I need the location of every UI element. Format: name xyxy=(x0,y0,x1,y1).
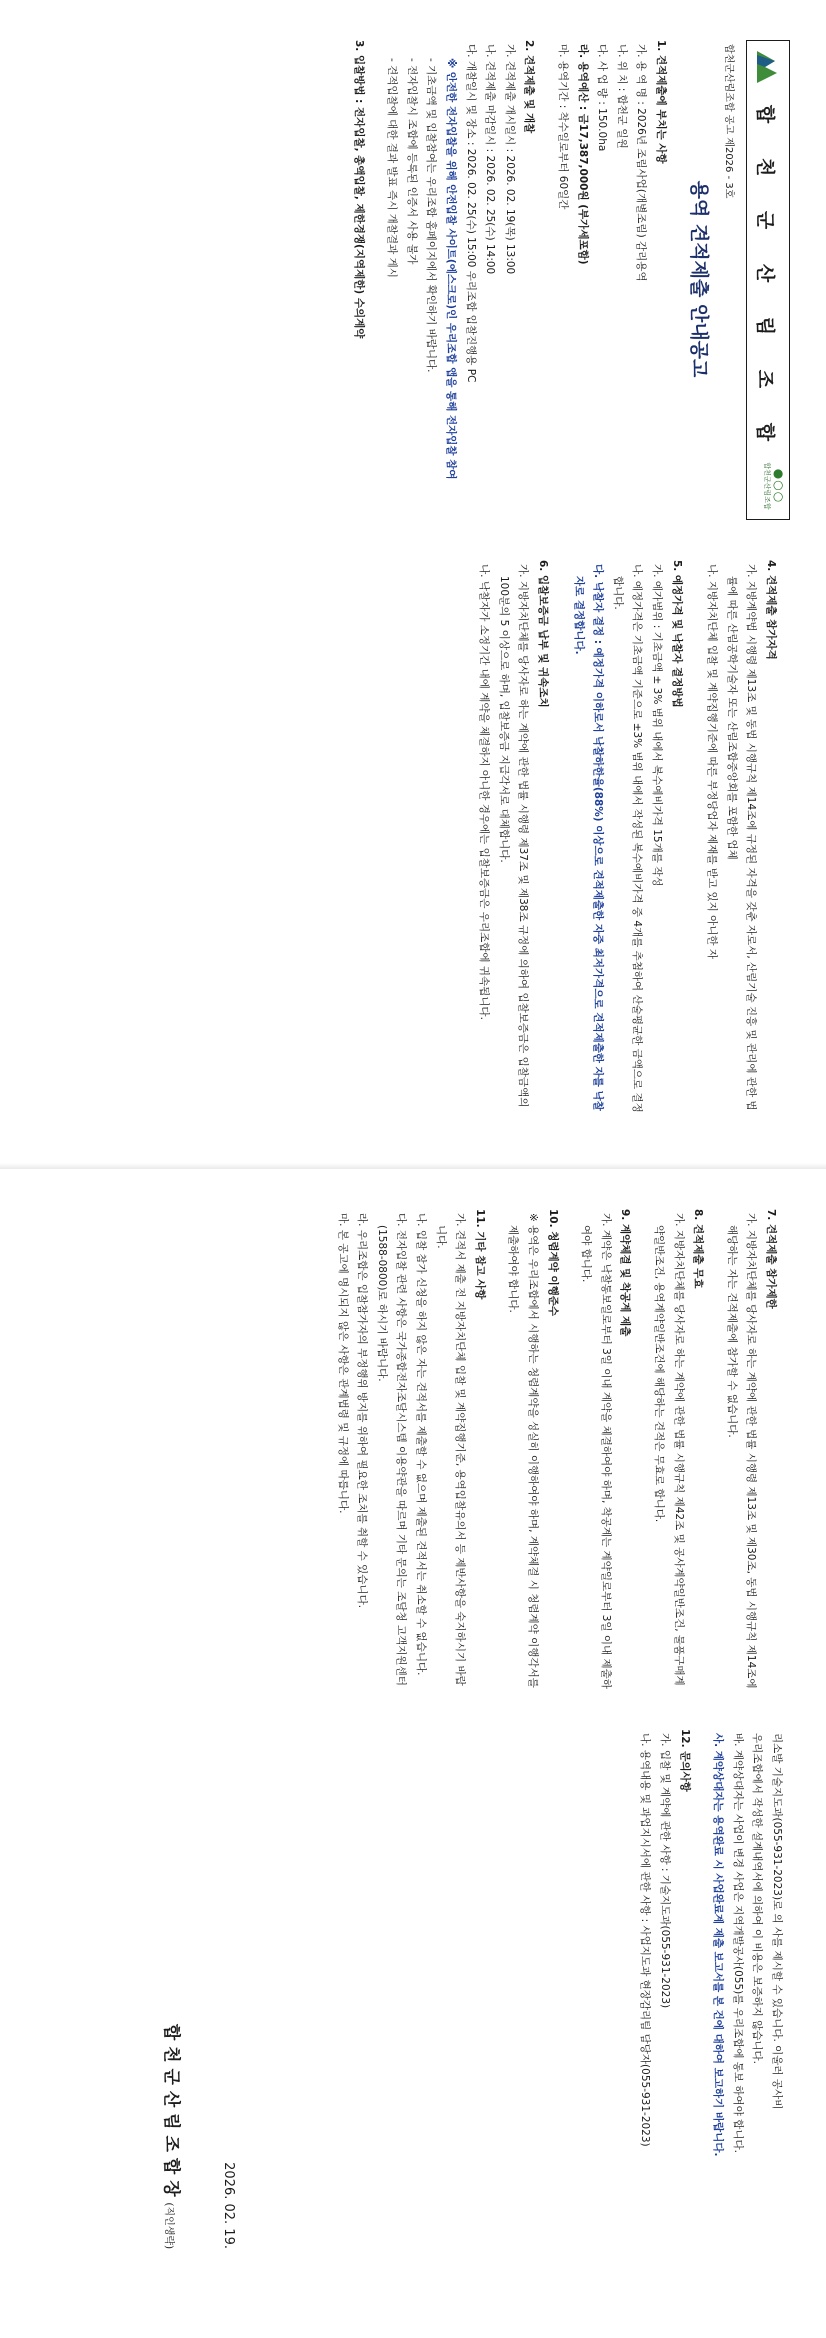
section-2-heading: 2. 견적제출 및 개찰 xyxy=(523,40,536,134)
s2-note: - 기초금액 및 입찰참여는 우리조합 홈페이지에서 확인하기 바랍니다. xyxy=(425,58,438,373)
section-7-heading: 7. 견적제출 참가제한 xyxy=(765,1209,777,1309)
seal-text: 합천군산림조합 xyxy=(763,462,771,510)
s1-item: 마. 용역기간 : 착수일로부터 60일간 xyxy=(557,44,570,210)
s2-item: 다. 개찰일시 및 장소 : 2026. 02. 25(수) 15:00 우리조합 입찰진행용 PC xyxy=(464,44,477,383)
seal-dots-icon: ●○○ xyxy=(772,468,786,504)
section-8-heading: 8. 견적제출 무효 xyxy=(692,1209,705,1289)
s2-item: 가. 견적제출 개시일시 : 2026. 02. 19(목) 13:00 xyxy=(503,44,516,275)
s1-item: 다. 사 업 량 : 150.0ha xyxy=(596,44,609,152)
s12-item: 가. 입찰 및 계약에 관한 사항 : 기술지도과(055-931-2023) xyxy=(659,1733,672,2009)
s1-item: 가. 용 역 명 : 2026년 조림사업(개별조림) 감리용역 xyxy=(635,44,648,282)
right-column xyxy=(635,1729,786,2289)
s5-item: 가. 예가범위 : 기초금액 ± 3% 범위 내에서 복수예비가격 15개를 작성 xyxy=(651,564,664,887)
s12-item: 나. 용역내용 및 과업지시서에 관한 사항 : 사업지도과 현장감리팀 담당자(055-931-2023) xyxy=(639,1733,652,2147)
s12-note-highlight: 사. 계약상대자는 용역완료 시 사업완료계 제출 보고서를 본 건에 대하여 보고하기 바랍니다. xyxy=(712,1733,725,2157)
s11-item: 라. 우리조합은 입찰참가자의 부정행위 방지를 위하여 필요한 조치를 취할 수 있습니다. xyxy=(356,1213,369,1609)
s2-item: 나. 견적제출 마감일시 : 2026. 02. 25(수) 14:00 xyxy=(484,44,497,275)
section-12-heading: 12. 문의사항 xyxy=(678,1729,691,1792)
s4-item: 나. 지방자치단체 입찰 및 계약집행기준에 따른 부정당업자 제재를 받고 있지 아니한 자 xyxy=(706,564,719,960)
signature: 합 천 군 산 림 조 합 장 xyxy=(161,2023,181,2197)
s1-item: 나. 위 치 : 합천군 일원 xyxy=(615,44,628,149)
s6-item: 가. 지방자치단체를 당사자로 하는 계약에 관한 법률 시행령 제37조 및 제38조 규정에 의하여 입찰보증금은 입찰금액의 100분의 5 이상으로 하며, 입찰보증금 지급각서로 대체합니다. xyxy=(497,564,530,1108)
signature-block xyxy=(161,1729,186,2249)
signature-stamp: (직인생략) xyxy=(163,2202,174,2249)
s8-item: 가. 지방자치단체를 당사자로 하는 계약에 관한 법률 시행규칙 제42조 및 공사계약일반조건, 물품구매계약일반조건, 용역계약일반조건에 해당하는 견적은 무효로 합니다. xyxy=(653,1213,685,1686)
s12-note: 리소발 기술지도과(055-931-2023)로 의 사를 제시할 수 있습니다. 이울러 공사비 xyxy=(771,1733,783,2110)
section-11-heading: 11. 기타 참고 사항 xyxy=(473,1209,486,1300)
s10-item: ※ 용역은 우리조합에서 시행하는 청렴계약을 성실히 이행하여야 하며, 계약체결 시 청렴계약 이행각서를 제출하여야 합니다. xyxy=(507,1213,540,1688)
section-1-heading: 1. 견적제출에 부치는 사항 xyxy=(655,40,667,164)
left-column xyxy=(332,1209,786,1689)
organization-header xyxy=(746,40,790,520)
section-9-heading: 9. 계약체결 및 착공계 제출 xyxy=(619,1209,632,1337)
page-title: 용역 견적제출 안내공고 xyxy=(688,180,710,378)
s12-note: 우리조합에서 작성한 설계내역서에 의하여 이 비용은 보증하지 않습니다. xyxy=(751,1733,764,2064)
section-3-heading: 3. 입찰방법 : 전자입찰, 총액입찰, 제한경쟁(지역제한) 수의계약 xyxy=(352,40,365,339)
organization-name: 합 천 군 산 림 조 합 xyxy=(754,104,776,456)
left-column xyxy=(348,40,676,518)
s11-item: 마. 본 공고에 명시되지 않은 사항은 관계법령 및 규정에 따릅니다. xyxy=(336,1213,349,1514)
s12-note: 바. 계약상대자는 사업이 변경 사업은 지역개발공사(055)를 우리조합에 통보 하여야 합니다. xyxy=(731,1733,744,2153)
s2-note: - 견적입찰에 대한 결과 발표 즉시 개찰결과 게시 xyxy=(386,58,399,278)
page-2 xyxy=(0,1169,826,2338)
s6-item: 나. 낙찰자가 소정기간 내에 계약을 체결하지 아니한 경우에는 입찰보증금은 우리조합에 귀속됩니다. xyxy=(478,564,491,1020)
s11-item: 가. 견적서 제출 전 지방자치단체 입찰 및 계약집행기준, 용역입찰유의서 등 제반사항을 숙지하시기 바랍니다. xyxy=(434,1213,467,1686)
s2-note: ※ 안전한 전자입찰을 위해 안전입찰 사이트(에스크로)인 우리조합 앱을 통해 전자입찰 참여 xyxy=(445,58,458,480)
s4-item: 가. 지방계약법 시행령 제13조 및 동법 시행규칙 제14조에 규정된 자격을 갖춘 자로서, 산림기술 진흥 및 관리에 관한 법률에 따른 산림공학기술자 또는 산림조합중앙회를 포함한 업체 xyxy=(725,564,758,1111)
section-5-heading: 5. 예정가격 및 낙찰자 결정방법 xyxy=(670,560,683,708)
s7-item: 가. 지방자치단체를 당사자로 하는 계약에 관한 법률 시행령 제13조 및 제30조, 동법 시행규칙 제14조에 해당하는 자는 견적제출에 참가할 수 없습니다. xyxy=(725,1213,758,1689)
s5-item-award: 다. 낙찰자 결정 : 예정가격 이하로서 낙찰하한율(88%) 이상으로 견적제출한 자중 최저가격으로 견적제출한 자를 낙찰자로 결정합니다. xyxy=(572,564,605,1111)
right-column xyxy=(474,560,786,1120)
seal-logo xyxy=(750,459,786,513)
s5-item: 나. 예정가격은 기초금액 기준으로 ±3% 범위 내에서 작성된 복수예비가격 중 4개를 추첨하여 산술평균한 금액으로 결정합니다. xyxy=(611,564,644,1113)
notice-date: 2026. 02. 19. xyxy=(221,2162,236,2249)
section-4-heading: 4. 견적제출 참가자격 xyxy=(765,560,777,660)
section-6-heading: 6. 입찰보증금 납부 및 귀속조치 xyxy=(537,560,550,708)
s11-item: 나. 입찰 참가 신청을 하지 않은 자는 견적서를 제출할 수 없으며 제출된 견적서는 취소할 수 없습니다. xyxy=(415,1213,428,1676)
s2-note: - 전자입찰시 조합에 등록된 인증서 사용 불가 xyxy=(405,58,418,265)
s9-item: 가. 계약은 낙찰통보일로부터 3일 이내 계약을 체결하여야 하며, 착공계는 계약일로부터 3일 이내 제출하여야 합니다. xyxy=(580,1213,612,1689)
s11-item: 다. 전자입찰 관련 사항은 국가종합전자조달시스템 이용약관을 따르며 기타 문의는 조달청 고객지원센터(1588-0800)로 하시기 바랍니다. xyxy=(375,1213,408,1686)
notice-number: 합천군산림조합 공고 제2026 - 3호 xyxy=(723,44,734,199)
page-2-content xyxy=(0,1169,826,2338)
s1-item-budget: 라. 용역예산 : 금17,387,000원 (부가세포함) xyxy=(576,44,589,265)
section-10-heading: 10. 청렴계약 이행준수 xyxy=(546,1209,559,1317)
